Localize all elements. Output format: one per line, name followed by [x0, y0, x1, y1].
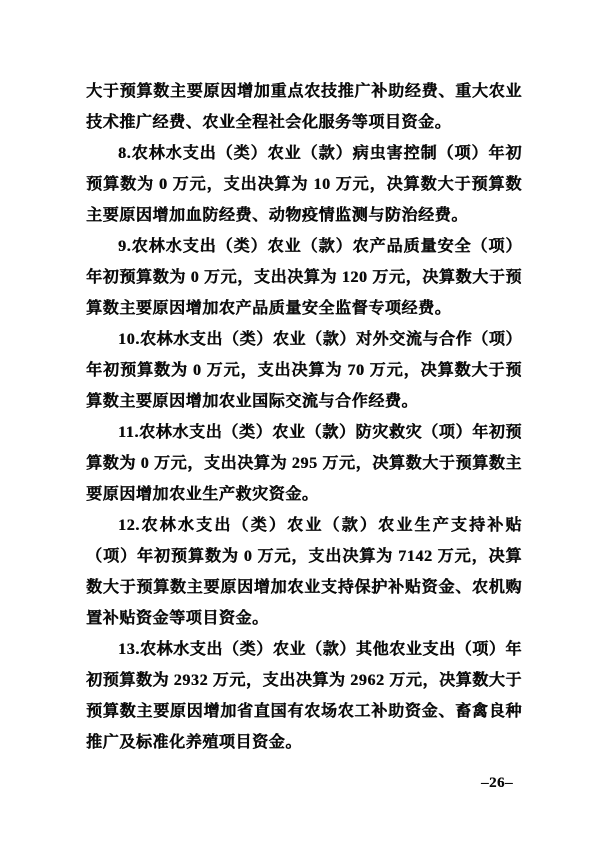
paragraph-item-9: 9.农林水支出（类）农业（款）农产品质量安全（项）年初预算数为 0 万元，支出决算为 120 万元，决算数大于预算数主要原因增加农产品质量安全监督专项经费。	[86, 238, 522, 317]
paragraph-item-11: 11.农林水支出（类）农业（款）防灾救灾（项）年初预算数为 0 万元，支出决算为 295 万元，决算数大于预算数主要原因增加农业生产救灾资金。	[86, 424, 522, 503]
paragraph-item-8: 8.农林水支出（类）农业（款）病虫害控制（项）年初预算数为 0 万元，支出决算为 10 万元，决算数大于预算数主要原因增加血防经费、动物疫情监测与防治经费。	[86, 145, 522, 224]
paragraph-item-13: 13.农林水支出（类）农业（款）其他农业支出（项）年初预算数为 2932 万元，支出决算为 2962 万元，决算数大于预算数主要原因增加省直国有农场农工补助资金、畜禽良种推广及标准化养殖项目资金。	[86, 641, 522, 751]
body-text-block	[86, 76, 522, 758]
paragraph-continuation: 大于预算数主要原因增加重点农技推广补助经费、重大农业技术推广经费、农业全程社会化服务等项目资金。	[86, 83, 522, 131]
page-number: –26–	[481, 775, 513, 791]
paragraph-item-10: 10.农林水支出（类）农业（款）对外交流与合作（项）年初预算数为 0 万元，支出决算为 70 万元，决算数大于预算数主要原因增加农业国际交流与合作经费。	[86, 331, 522, 410]
paragraph-item-12: 12.农林水支出（类）农业（款）农业生产支持补贴（项）年初预算数为 0 万元，支出决算为 7142 万元，决算数大于预算数主要原因增加农业支持保护补贴资金、农机购置补贴资金等项目资金。	[86, 517, 522, 627]
